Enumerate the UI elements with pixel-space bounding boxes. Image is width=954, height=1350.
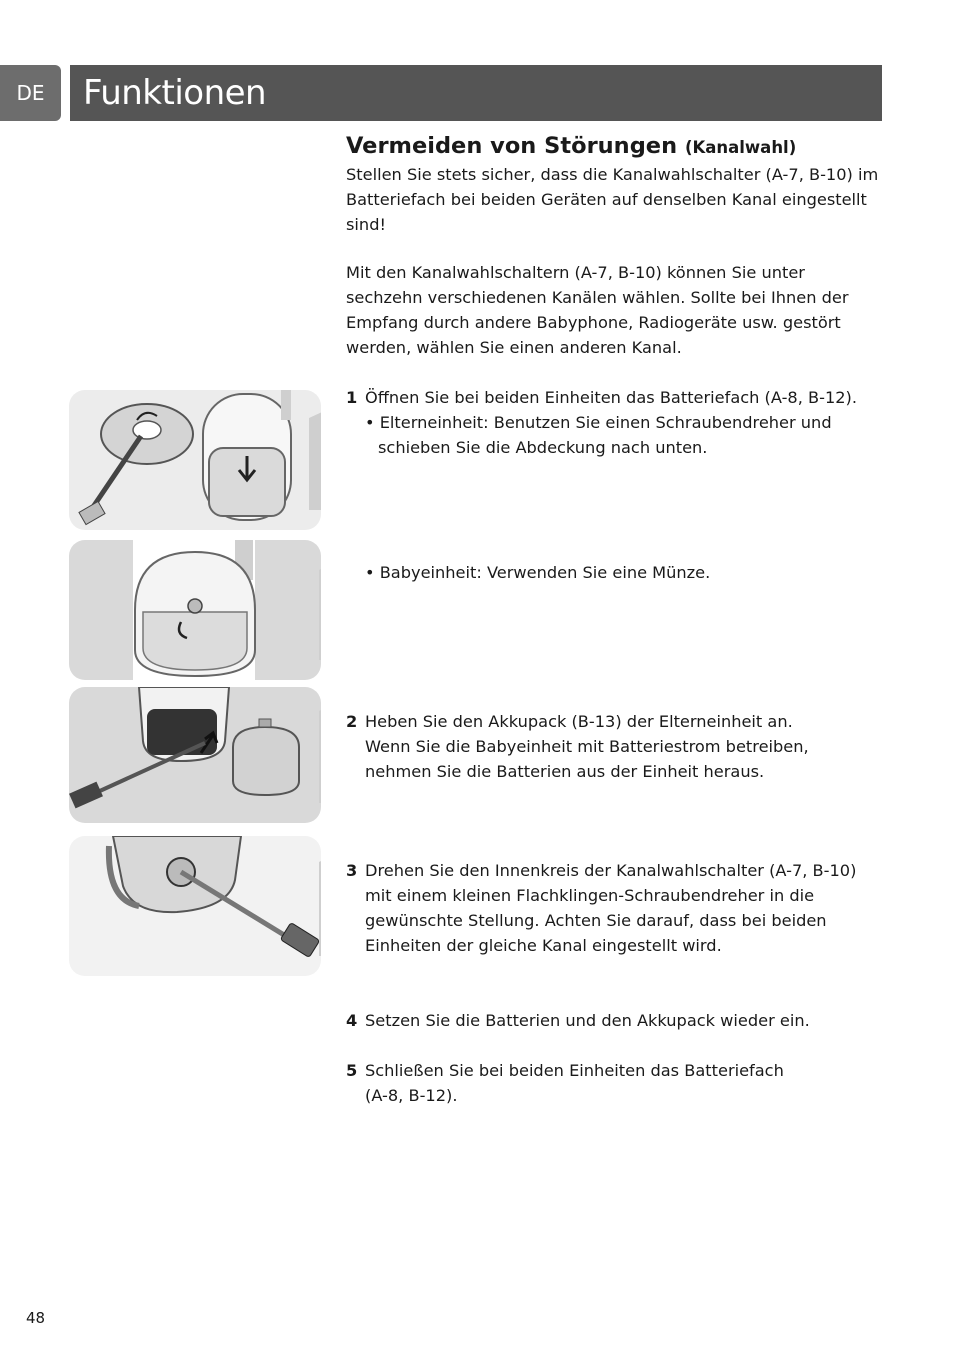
step-5 (346, 1058, 886, 1108)
channel-switch-screwdriver-illustration (69, 836, 321, 976)
channel-info-paragraph (346, 260, 886, 360)
section-heading (346, 132, 886, 162)
step-3 (346, 858, 886, 958)
step-text: mit einem kleinen Flachklingen-Schraubendreher in die (365, 886, 815, 905)
step-number: 5 (346, 1061, 358, 1080)
language-tab: DE (0, 65, 61, 121)
intro-paragraph (346, 162, 886, 237)
step-text: Setzen Sie die Batterien und den Akkupack wieder ein. (365, 1011, 810, 1030)
intro-line: Batteriefach bei beiden Geräten auf denselben Kanal eingestellt (346, 190, 867, 209)
bullet-parent-unit-line: schieben Sie die Abdeckung nach unten. (378, 438, 708, 457)
paragraph-line: Mit den Kanalwahlschaltern (A-7, B-10) können Sie unter (346, 263, 805, 282)
step-text: Wenn Sie die Babyeinheit mit Batteriestrom betreiben, (365, 737, 809, 756)
battery-pack-removal-illustration (69, 687, 321, 823)
step-number: 3 (346, 861, 358, 880)
bullet-baby-unit (346, 560, 886, 585)
paragraph-line: Empfang durch andere Babyphone, Radiogeräte usw. gestört (346, 313, 841, 332)
step-text: Einheiten der gleiche Kanal eingestellt wird. (365, 936, 722, 955)
step-text: (A-8, B-12). (365, 1086, 458, 1105)
step-2 (346, 709, 886, 784)
baby-unit-coin-illustration (69, 540, 321, 680)
step-1 (346, 385, 886, 460)
bullet-baby-unit-line: • Babyeinheit: Verwenden Sie eine Münze. (365, 563, 711, 582)
step-text: Heben Sie den Akkupack (B-13) der Elterneinheit an. (365, 712, 793, 731)
main-content (346, 132, 886, 1105)
section-subtitle: (Kanalwahl) (684, 138, 797, 157)
step-text: Schließen Sie bei beiden Einheiten das Batteriefach (365, 1061, 784, 1080)
header-bar (70, 65, 882, 121)
step-text: nehmen Sie die Batterien aus der Einheit heraus. (365, 762, 765, 781)
intro-line: sind! (346, 215, 386, 234)
step-4 (346, 1008, 886, 1033)
parent-unit-screwdriver-illustration (69, 390, 321, 530)
paragraph-line: werden, wählen Sie einen anderen Kanal. (346, 338, 682, 357)
step-number: 2 (346, 712, 358, 731)
bullet-parent-unit-line: • Elterneinheit: Benutzen Sie einen Schraubendreher und (365, 413, 832, 432)
step-number: 4 (346, 1011, 358, 1030)
step-text: Drehen Sie den Innenkreis der Kanalwahlschalter (A-7, B-10) (365, 861, 857, 880)
section-title: Vermeiden von Störungen (346, 133, 678, 159)
page-number: 48 (26, 1309, 46, 1327)
step-number: 1 (346, 388, 358, 407)
paragraph-line: sechzehn verschiedenen Kanälen wählen. Sollte bei Ihnen der (346, 288, 849, 307)
step-text: Öffnen Sie bei beiden Einheiten das Batteriefach (A-8, B-12). (365, 388, 858, 407)
page-title: Funktionen (83, 73, 267, 113)
intro-line: Stellen Sie stets sicher, dass die Kanalwahlschalter (A-7, B-10) im (346, 165, 879, 184)
step-text: gewünschte Stellung. Achten Sie darauf, dass bei beiden (365, 911, 827, 930)
